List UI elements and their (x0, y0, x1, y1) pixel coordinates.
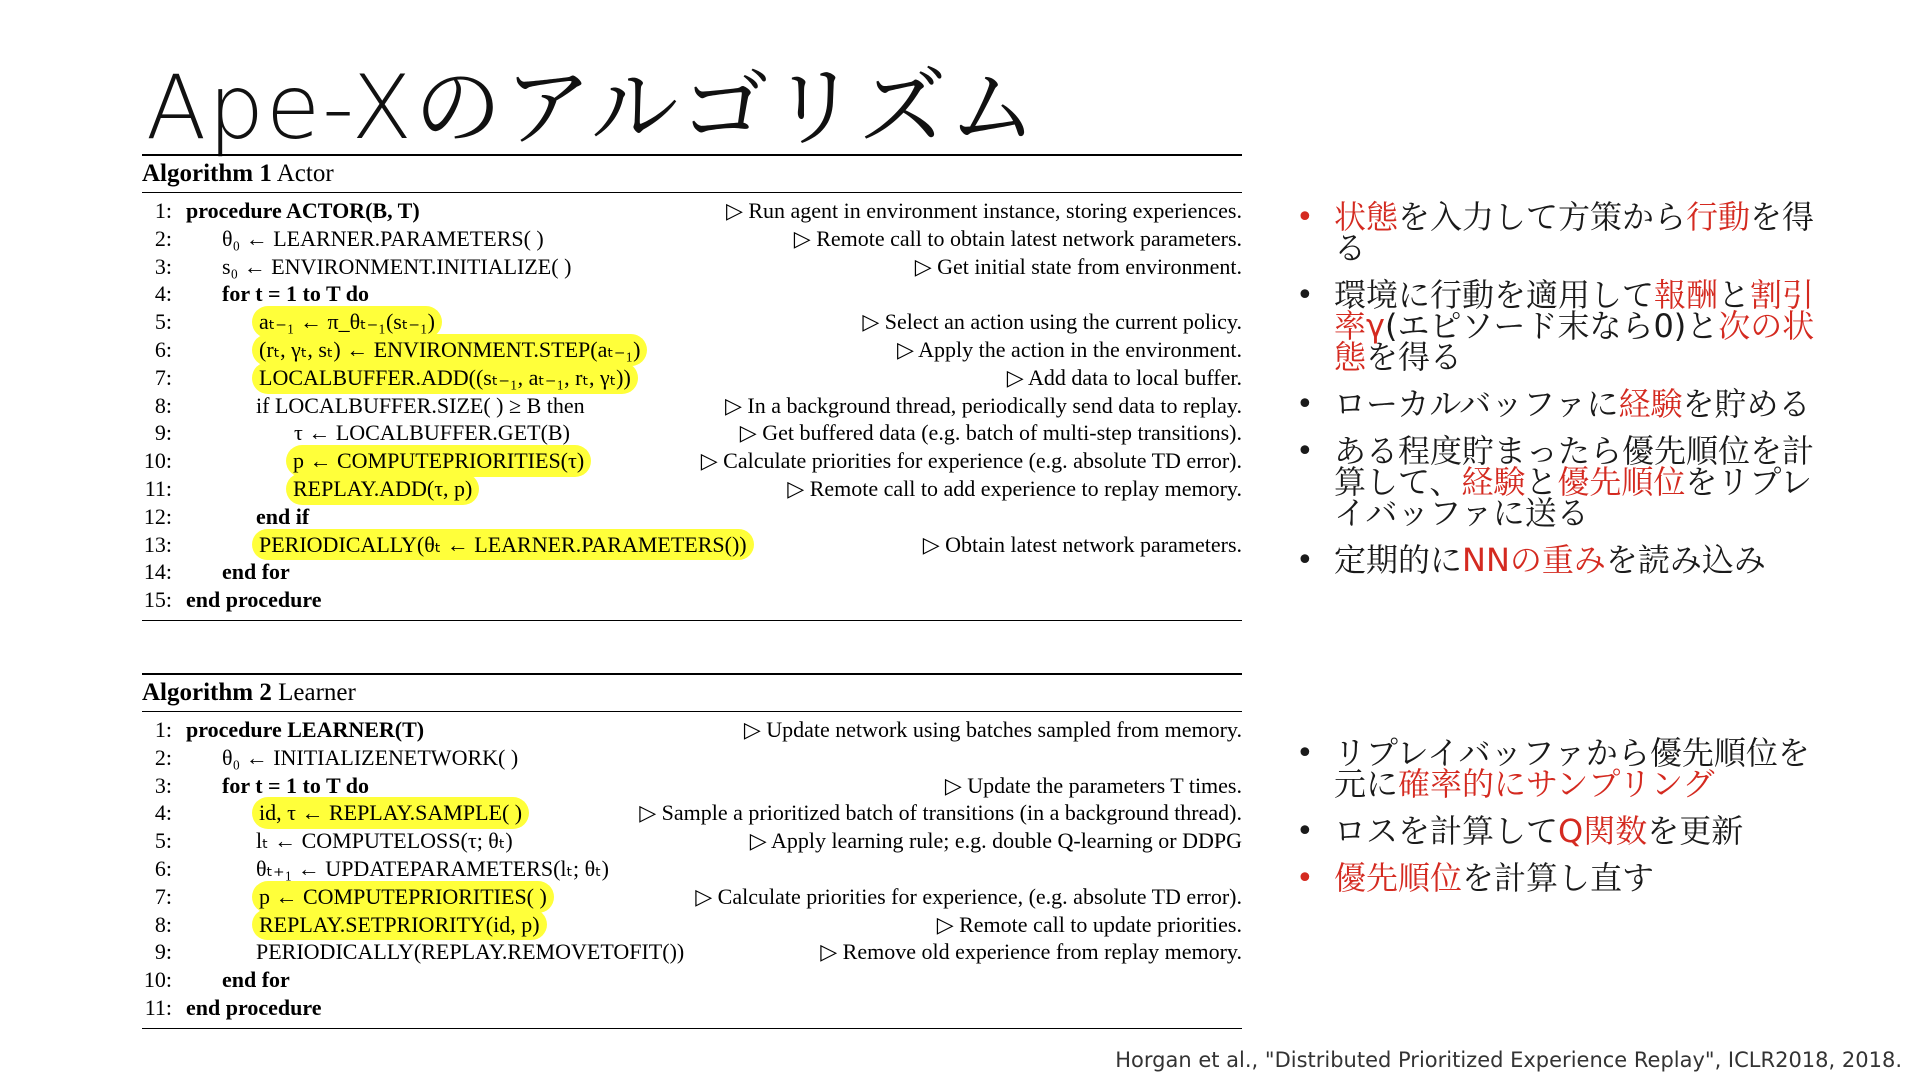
bullet-text: リプレイバッファから優先順位を元に (1334, 734, 1810, 803)
bullet-dot: • (1296, 434, 1314, 469)
line-number: 11: (144, 994, 172, 1020)
line-comment: ▷ Apply the action in the environment. (896, 336, 1242, 362)
line-number: 7: (154, 883, 172, 909)
bullet-keyword: NNの重み (1462, 541, 1606, 579)
bullet-dot: • (1296, 200, 1314, 235)
bullet-dot: • (1296, 736, 1314, 771)
line-number: 1: (154, 198, 172, 223)
algorithm-caption (142, 156, 1242, 192)
algo-line (142, 911, 1242, 939)
bullet-text: を読み込み (1605, 541, 1766, 579)
line-number: 6: (154, 855, 172, 881)
line-number: 3: (154, 253, 172, 279)
line-code: procedure LEARNER(T) (186, 717, 425, 742)
line-number: 1: (154, 717, 172, 742)
learner-explanation-list (1296, 734, 1816, 910)
algo-line (142, 475, 1242, 503)
algo-line (142, 966, 1242, 994)
line-code-highlighted: LOCALBUFFER.ADD((sₜ₋₁, aₜ₋₁, rₜ, γₜ)) (254, 364, 636, 392)
list-item (1296, 541, 1816, 579)
line-comment: ▷ Sample a prioritized batch of transitions (in a background thread). (639, 800, 1242, 826)
bullet-keyword: 確率的にサンプリング (1398, 765, 1715, 803)
line-number: 5: (154, 828, 172, 854)
line-number: 7: (154, 364, 172, 390)
algo-line (142, 855, 1242, 883)
line-number: 15: (143, 587, 172, 613)
line-code: procedure ACTOR(B, T) (186, 198, 420, 223)
line-comment: ▷ Update the parameters T times. (944, 772, 1242, 798)
bullet-dot: • (1296, 814, 1314, 849)
algo-line (142, 197, 1242, 225)
bullet-keyword: 割引率γ (1334, 276, 1815, 345)
line-code: for t = 1 to T do (222, 772, 369, 798)
line-number: 4: (154, 281, 172, 307)
bullet-keyword: 経験 (1461, 463, 1526, 501)
algo-line (142, 938, 1242, 966)
line-code: if LOCALBUFFER.SIZE( ) ≥ B then (256, 392, 585, 418)
algo-line (142, 447, 1242, 475)
line-code: for t = 1 to T do (222, 281, 369, 307)
line-comment: ▷ Get buffered data (e.g. batch of multi-step transitions). (739, 420, 1242, 446)
line-code: θ₀ ← LEARNER.PARAMETERS( ) (222, 225, 544, 251)
algo-line (142, 419, 1242, 447)
bottom-rule (142, 1028, 1242, 1029)
line-code: PERIODICALLY(REPLAY.REMOVETOFIT()) (256, 939, 685, 965)
algo-line (142, 799, 1242, 827)
line-comment: ▷ Get initial state from environment. (914, 253, 1242, 279)
line-code-highlighted: REPLAY.ADD(τ, p) (288, 475, 477, 503)
bullet-text: を更新 (1647, 812, 1744, 850)
bullet-dot: • (1296, 278, 1314, 313)
bullet-keyword: 行動 (1686, 198, 1751, 236)
algo-line (142, 364, 1242, 392)
line-comment: ▷ Remote call to update priorities. (936, 911, 1242, 937)
slide-title: Ape-Xのアルゴリズム (146, 56, 1039, 159)
bullet-keyword: 経験 (1618, 385, 1683, 423)
line-number: 2: (154, 744, 172, 770)
list-item (1296, 276, 1816, 376)
actor-explanation-list (1296, 198, 1816, 592)
line-number: 14: (143, 559, 172, 585)
line-code: τ ← LOCALBUFFER.GET(B) (294, 420, 570, 446)
line-code: end for (222, 967, 290, 993)
line-number: 9: (154, 420, 172, 446)
line-comment: ▷ Add data to local buffer. (1006, 364, 1242, 390)
line-code: lₜ ← COMPUTELOSS(τ; θₜ) (256, 828, 513, 854)
caption-number: Algorithm 1 (142, 160, 272, 187)
bullet-text: をリプレイバッファに送る (1334, 463, 1813, 532)
list-item (1296, 432, 1816, 532)
line-code: θ₀ ← INITIALIZENETWORK( ) (222, 744, 519, 770)
line-number: 8: (154, 392, 172, 418)
bullet-keyword: 状態 (1334, 198, 1399, 236)
bullet-text: を得る (1334, 198, 1815, 267)
line-code: end for (222, 559, 290, 585)
list-item (1296, 385, 1816, 423)
line-code: end procedure (186, 587, 322, 613)
algo-line (142, 280, 1242, 308)
bullet-text: ローカルバッファに (1334, 385, 1619, 423)
algo-line (142, 225, 1242, 253)
line-comment: ▷ Calculate priorities for experience (e.g. absolute TD error). (700, 448, 1242, 474)
algo-line (142, 744, 1242, 772)
bullet-text: と (1525, 463, 1558, 501)
line-number: 10: (143, 448, 172, 474)
line-code: s₀ ← ENVIRONMENT.INITIALIZE( ) (222, 253, 572, 279)
line-number: 2: (154, 225, 172, 251)
line-comment: ▷ Calculate priorities for experience, (e.g. absolute TD error). (695, 883, 1242, 909)
line-number: 10: (143, 967, 172, 993)
line-code: end procedure (186, 994, 322, 1020)
algo-line (142, 586, 1242, 614)
line-number: 11: (144, 475, 172, 501)
algorithm-learner-box (142, 673, 1242, 1029)
algo-line (142, 716, 1242, 744)
caption-number: Algorithm 2 (142, 679, 272, 706)
line-comment: ▷ Remote call to add experience to replay memory. (787, 475, 1242, 501)
line-code: θₜ₊₁ ← UPDATEPARAMETERS(lₜ; θₜ) (256, 855, 609, 881)
line-comment: ▷ Remote call to obtain latest network parameters. (793, 225, 1242, 251)
line-code-highlighted: PERIODICALLY(θₜ ← LEARNER.PARAMETERS()) (254, 531, 752, 559)
line-comment: ▷ Update network using batches sampled from memory. (743, 717, 1242, 742)
line-number: 5: (154, 309, 172, 335)
list-item (1296, 859, 1816, 897)
line-number: 13: (143, 531, 172, 557)
algo-line (142, 883, 1242, 911)
line-number: 4: (154, 800, 172, 826)
line-number: 6: (154, 336, 172, 362)
line-number: 3: (154, 772, 172, 798)
bullet-dot: • (1296, 387, 1314, 422)
bullet-keyword: Q関数 (1558, 812, 1648, 850)
bullet-dot: • (1296, 861, 1314, 896)
bullet-text: ロスを計算して (1334, 812, 1559, 850)
list-item (1296, 198, 1816, 267)
line-code-highlighted: aₜ₋₁ ← π_θₜ₋₁(sₜ₋₁) (254, 308, 440, 336)
algo-line (142, 336, 1242, 364)
bullet-text: (エピソード末なら0)と (1384, 307, 1719, 345)
algo-line (142, 772, 1242, 800)
bullet-keyword: 報酬 (1654, 276, 1719, 314)
algo-line (142, 994, 1242, 1022)
list-item (1296, 734, 1816, 803)
line-comment: ▷ Select an action using the current policy. (862, 309, 1242, 335)
line-comment: ▷ Remove old experience from replay memory. (820, 939, 1242, 965)
bullet-text: を得る (1366, 338, 1463, 376)
bullet-text: を貯める (1682, 385, 1811, 423)
algo-line (142, 308, 1242, 336)
line-number: 12: (143, 503, 172, 529)
line-comment: ▷ Apply learning rule; e.g. double Q-learning or DDPG (749, 828, 1242, 854)
algo-line (142, 503, 1242, 531)
algo-line (142, 531, 1242, 559)
line-code-highlighted: p ← COMPUTEPRIORITIES(τ) (288, 447, 589, 475)
bullet-text: と (1718, 276, 1751, 314)
line-comment: ▷ Obtain latest network parameters. (922, 531, 1242, 557)
caption-name: Actor (276, 160, 334, 187)
line-number: 9: (154, 939, 172, 965)
list-item (1296, 812, 1816, 850)
line-code-highlighted: REPLAY.SETPRIORITY(id, p) (254, 911, 545, 939)
algo-line (142, 253, 1242, 281)
line-comment: ▷ Run agent in environment instance, storing experiences. (725, 198, 1242, 223)
caption-name: Learner (278, 679, 356, 706)
algo-line (142, 827, 1242, 855)
citation: Horgan et al., "Distributed Prioritized Experience Replay", ICLR2018, 2018. (1115, 1048, 1902, 1072)
algo-line (142, 392, 1242, 420)
bullet-keyword: 優先順位 (1334, 859, 1463, 897)
bullet-text: ある程度貯まったら優先順位を計算して、 (1334, 432, 1815, 501)
line-code-highlighted: id, τ ← REPLAY.SAMPLE( ) (254, 799, 527, 827)
line-number: 8: (154, 911, 172, 937)
line-code: end if (256, 503, 310, 529)
algorithm-actor-box (142, 154, 1242, 621)
bullet-text: を入力して方策から (1398, 198, 1687, 236)
bottom-rule (142, 620, 1242, 621)
bullet-text: 定期的に (1334, 541, 1463, 579)
line-code-highlighted: (rₜ, γₜ, sₜ) ← ENVIRONMENT.STEP(aₜ₋₁) (254, 336, 645, 364)
algo-line (142, 558, 1242, 586)
bullet-keyword: 優先順位 (1557, 463, 1686, 501)
line-code-highlighted: p ← COMPUTEPRIORITIES( ) (254, 883, 552, 911)
bullet-dot: • (1296, 543, 1314, 578)
algorithm-caption (142, 675, 1242, 711)
bullet-keyword: 次の状態 (1334, 307, 1815, 376)
bullet-text: を計算し直す (1462, 859, 1655, 897)
bullet-text: 環境に行動を適用して (1334, 276, 1655, 314)
line-comment: ▷ In a background thread, periodically send data to replay. (724, 392, 1242, 418)
